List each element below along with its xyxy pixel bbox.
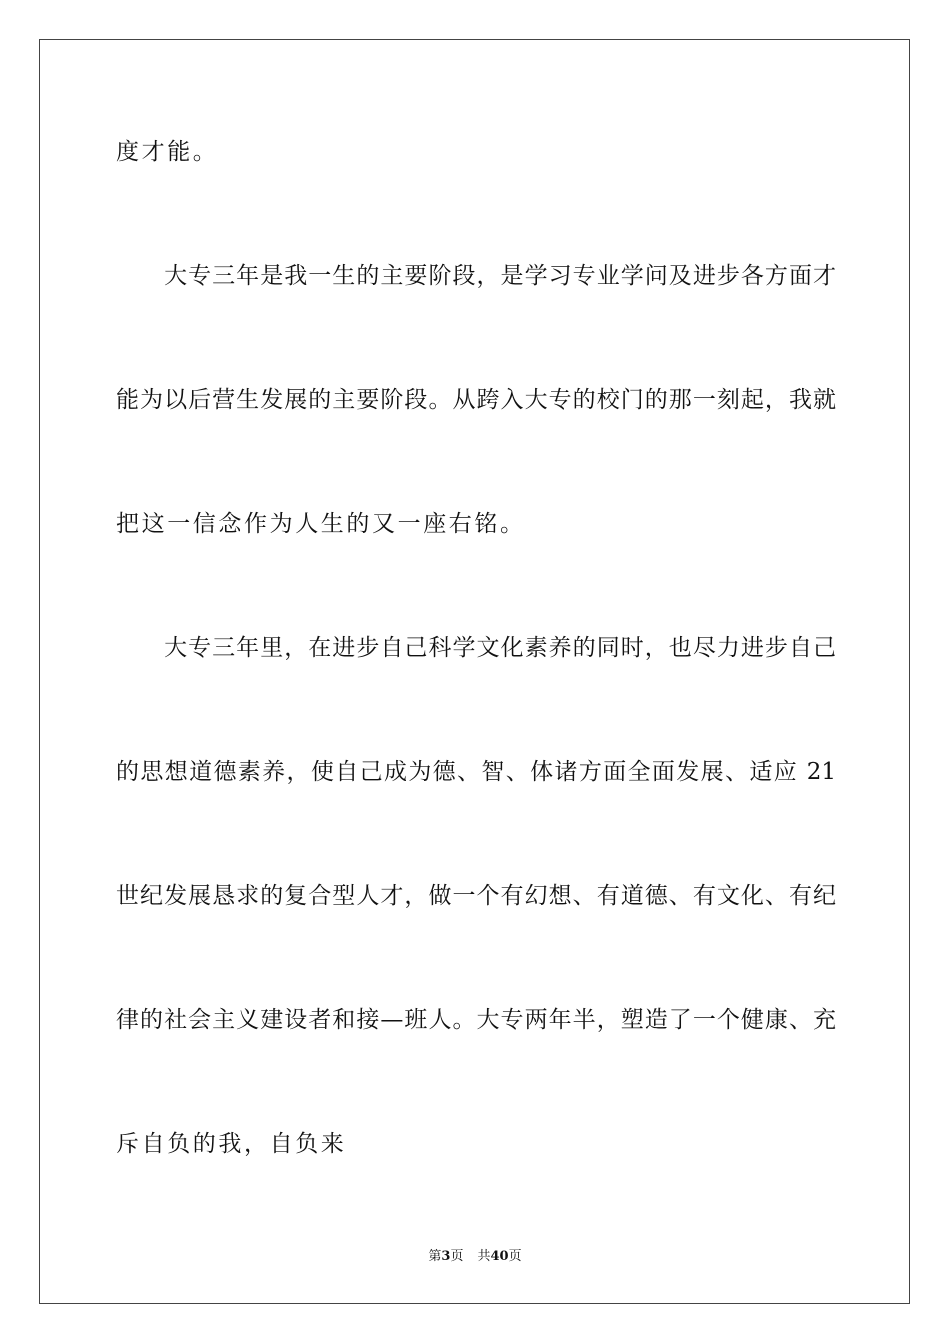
- total-prefix: 共: [477, 1249, 491, 1264]
- page-border: [39, 39, 910, 1304]
- page-number: 3: [441, 1249, 451, 1264]
- text-line-9: 斥自负的我，自负来: [116, 1131, 347, 1157]
- text-line-6: 的思想道德素养，使自己成为德、智、体诸方面全面发展、适应 21: [116, 759, 836, 785]
- text-line-2: 大专三年是我一生的主要阶段，是学习专业学问及进步各方面才: [116, 263, 836, 289]
- text-line-5: 大专三年里，在进步自己科学文化素养的同时，也尽力进步自己: [116, 635, 836, 661]
- total-suffix: 页: [508, 1249, 522, 1264]
- text-line-8: 律的社会主义建设者和接—班人。大专两年半，塑造了一个健康、充: [116, 1007, 836, 1033]
- page-footer: [0, 1248, 950, 1266]
- total-pages: 40: [490, 1249, 509, 1264]
- page-suffix: 页: [450, 1249, 464, 1264]
- text-line-1: 度才能。: [116, 139, 219, 165]
- text-line-4: 把这一信念作为人生的又一座右铭。: [116, 511, 526, 537]
- page-prefix: 第: [428, 1249, 442, 1264]
- text-line-7: 世纪发展恳求的复合型人才，做一个有幻想、有道德、有文化、有纪: [116, 883, 836, 909]
- text-line-3: 能为以后营生发展的主要阶段。从跨入大专的校门的那一刻起，我就: [116, 387, 836, 413]
